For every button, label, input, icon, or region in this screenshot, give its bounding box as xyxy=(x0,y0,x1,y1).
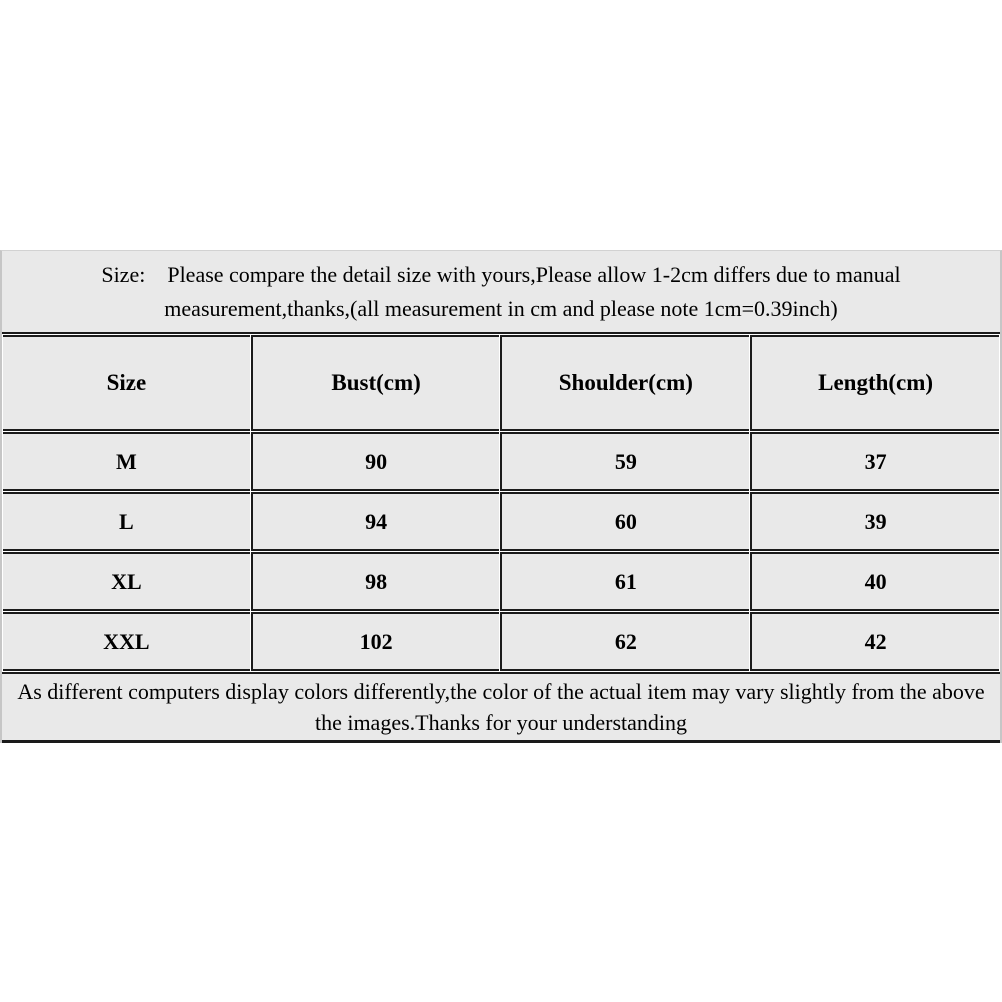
cell-shoulder-l: 60 xyxy=(500,492,749,551)
cell-length-xl: 40 xyxy=(750,552,999,611)
cell-bust-xxl: 102 xyxy=(251,612,500,671)
cell-length-m: 37 xyxy=(750,432,999,491)
cell-size-xl: XL xyxy=(3,552,250,611)
size-chart-panel xyxy=(0,250,1002,743)
size-note-line2: measurement,thanks,(all measurement in cm and please note 1cm=0.39inch) xyxy=(164,296,838,321)
cell-bust-m: 90 xyxy=(251,432,500,491)
cell-bust-xl: 98 xyxy=(251,552,500,611)
cell-size-l: L xyxy=(3,492,250,551)
column-header-size: Size xyxy=(3,335,250,431)
cell-bust-l: 94 xyxy=(251,492,500,551)
size-note-line1 xyxy=(2,258,1000,292)
cell-length-l: 39 xyxy=(750,492,999,551)
table-row-l xyxy=(3,492,999,551)
column-header-bust: Bust(cm) xyxy=(251,335,500,431)
table-row-m xyxy=(3,432,999,491)
table-row-xl xyxy=(3,552,999,611)
size-table xyxy=(2,334,1000,672)
cell-size-m: M xyxy=(3,432,250,491)
color-disclaimer-line1: As different computers display colors differently,the color of the actual item may vary slightly from the above xyxy=(17,679,985,704)
column-header-length: Length(cm) xyxy=(750,335,999,431)
color-disclaimer-line2: the images.Thanks for your understanding xyxy=(314,710,688,735)
size-note-text1: Please compare the detail size with yours,Please allow 1-2cm differs due to manual xyxy=(167,262,901,287)
cell-size-xxl: XXL xyxy=(3,612,250,671)
size-note xyxy=(2,251,1000,334)
cell-length-xxl: 42 xyxy=(750,612,999,671)
table-row-xxl xyxy=(3,612,999,671)
size-note-label: Size: xyxy=(101,262,146,287)
cell-shoulder-m: 59 xyxy=(500,432,749,491)
size-table-header-row xyxy=(3,335,999,431)
column-header-shoulder: Shoulder(cm) xyxy=(500,335,749,431)
color-disclaimer xyxy=(2,672,1000,743)
cell-shoulder-xxl: 62 xyxy=(500,612,749,671)
cell-shoulder-xl: 61 xyxy=(500,552,749,611)
